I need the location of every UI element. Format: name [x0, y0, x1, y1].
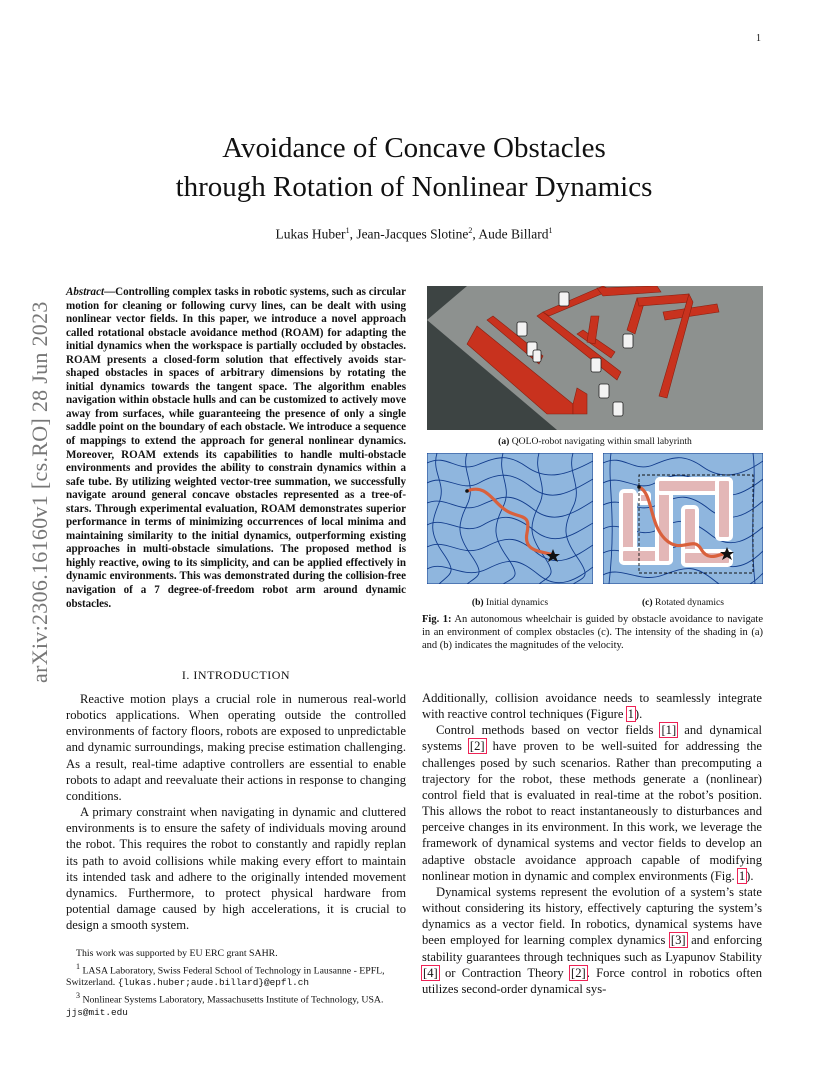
- citation-link[interactable]: [1]: [661, 723, 677, 738]
- abstract-label: Abstract: [66, 286, 105, 298]
- intro-column-left: [66, 691, 406, 933]
- abstract: [66, 286, 406, 611]
- author-name: Aude Billard: [478, 226, 549, 242]
- affiliation-mark: 1: [548, 226, 553, 235]
- subfigure-text: QOLO-robot navigating within small labyrinth: [509, 436, 692, 447]
- citation-link[interactable]: [2]: [469, 739, 485, 754]
- subfigure-a-caption: [422, 436, 768, 447]
- paragraph: [422, 884, 762, 997]
- text-run: ).: [634, 707, 643, 722]
- text-run: Control methods based on vector fields: [436, 723, 661, 738]
- paper-title-line-2: through Rotation of Nonlinear Dynamics: [175, 171, 653, 203]
- initial-dynamics-plot: [427, 453, 593, 584]
- subfigure-text: Rotated dynamics: [652, 597, 725, 608]
- subfigure-c-caption: [603, 597, 763, 608]
- rotated-dynamics-plot: [603, 453, 763, 584]
- figure-caption: [422, 613, 763, 653]
- text-run: Dynamical systems represent the evolution of a system’s state without considering its history, effectively capturing the system’s dynamics as a vector field. In robotics, dynamical systems have been employed for learning complex dynamics: [422, 884, 762, 948]
- text-run: or Contraction Theory: [438, 965, 571, 980]
- footnote-affiliation-3: [66, 990, 406, 1019]
- author-list: [0, 226, 828, 243]
- abstract-dash: —: [104, 286, 116, 298]
- author-name: Lukas Huber: [275, 226, 346, 242]
- affiliation-mark: 2: [468, 226, 473, 235]
- figure-reference-link[interactable]: 1: [738, 868, 746, 883]
- author-separator: ,: [472, 226, 479, 242]
- footnote-affiliation-1: [66, 961, 406, 990]
- citation-link[interactable]: [4]: [423, 965, 438, 980]
- figure-caption-text: An autonomous wheelchair is guided by obstacle avoidance to navigate in an environment of complex obstacles (c). The intensity of the shading in (a) and (b) indicates the magnitudes of the velocity.: [422, 614, 763, 652]
- citation-link[interactable]: [3]: [670, 933, 686, 948]
- affiliation-mark: 1: [345, 226, 350, 235]
- author-separator: ,: [349, 226, 357, 242]
- text-run: and enforcing stability guarantees through techniques such as Lyapunov Stability: [422, 933, 762, 964]
- paragraph: Reactive motion plays a crucial role in numerous real-world robotics applications. When operating outside the controlled environments of factory floors, robots are exposed to unpredictable and dynamic surroundings, making precise estimation challenging. As a result, real-time adaptive controllers are essential to enable robots to adapt and reevaluate their actions in response to changing conditions.: [66, 692, 406, 803]
- text-run: Additionally, collision avoidance needs to seamlessly integrate with reactive control techniques (Figure: [422, 691, 762, 722]
- figure-label: Fig. 1:: [422, 614, 452, 625]
- paper-title-line-1: Avoidance of Concave Obstacles: [222, 132, 606, 164]
- subfigure-b-caption: [427, 597, 593, 608]
- intro-column-right: [422, 690, 762, 997]
- text-run: . Force control in robotics often utilizes second-order dynamical sys-: [422, 965, 762, 996]
- text-run: and dynamical systems: [422, 723, 763, 754]
- paragraph: [422, 690, 762, 722]
- footnote-text: Nonlinear Systems Laboratory, Massachusetts Institute of Technology, USA.: [80, 994, 384, 1006]
- footnotes: [66, 948, 406, 1019]
- footnote-text: LASA Laboratory, Swiss Federal School of Technology in Lausanne - EPFL, Switzerland.: [66, 964, 385, 989]
- subfigure-label: (c): [641, 597, 653, 608]
- footnote-mark: 1: [76, 961, 80, 971]
- footnote-funding: This work was supported by EU ERC grant SAHR.: [76, 948, 278, 959]
- text-run: ).: [746, 868, 754, 883]
- subfigure-label: (a): [498, 436, 510, 447]
- citation-link[interactable]: [2]: [571, 965, 586, 980]
- subfigure-label: (b): [471, 597, 484, 608]
- paragraph: A primary constraint when navigating in dynamic and cluttered environments is to ensure the safety of individuals moving around the robot. This requires the robot to constantly and rapidly replan its path to avoid collisions while making every effort to maintain its intended task and adhere to the originally intended movement dynamics. Furthermore, to protect physical hardware from potential damage caused by high accelerations, it is crucial to design a smooth system.: [66, 805, 406, 933]
- paragraph: [422, 722, 762, 884]
- author-name: Jean-Jacques Slotine: [356, 226, 469, 242]
- footnote-email: jjs@mit.edu: [66, 1006, 128, 1018]
- section-heading: I. INTRODUCTION: [181, 668, 291, 682]
- subfigure-text: Initial dynamics: [483, 597, 549, 608]
- footnote-email: {lukas.huber;aude.billard}@epfl.ch: [117, 977, 309, 989]
- footnote-mark: 3: [76, 990, 80, 1000]
- abstract-text: Controlling complex tasks in robotic systems, such as circular motion for cleaning or following curvy lines, can be dealt with using nonlinear vector fields. In this paper, we introduce a novel approach called rotational obstacle avoidance method (ROAM) for adapting the initial dynamics when the workspace is partially occluded by obstacles. ROAM presents a closed-form solution that effectively avoids star-shaped obstacles in spaces of arbitrary dimensions by rotating the initial dynamics towards the tangent space. The algorithm enables navigation within obstacle hulls and can be customized to actively move away from surfaces, while guaranteeing the presence of only a single saddle point on the boundary of each obstacle. We introduce a sequence of mappings to extend the approach for general nonlinear dynamics. Moreover, ROAM extends its capabilities to handle multi-obstacle environments and provides the ability to constrain dynamics within a safe tube. By utilizing weighted vector-tree summation, we successfully navigate around general concave obstacles represented as a tree-of-stars. Through experimental evaluation, ROAM demonstrates superior performance in terms of minimizing occurrences of local minima and maintaining similarity to the initial dynamics, outperforming existing approaches in multi-obstacle simulations. The proposed method is highly reactive, owing to its simplicity, and can be applied effectively in dynamic environments. This was demonstrated during the collision-free navigation of a 7 degree-of-freedom robot arm around dynamic obstacles.: [66, 286, 406, 610]
- arxiv-stamp: arXiv:2306.16160v1 [cs.RO] 28 Jun 2023: [27, 301, 52, 683]
- labyrinth-photo: [427, 286, 763, 430]
- page-number: 1: [756, 33, 761, 44]
- text-run: have proven to be well-suited for addressing the challenges posed by such scenarios. Rather than precomputing a trajectory for the robot, these methods generate a (nonlinear) control field that is evaluated in real-time at the robot’s position. This allows the robot to react instantaneously to disturbances and perceive changes in its environment. In this work, we leverage the framework of dynamical systems and vector fields to develop an adaptive obstacle avoidance approach capable of modifying nonlinear motion in dynamic and complex environments (Fig.: [422, 739, 762, 883]
- figure-reference-link[interactable]: 1: [627, 707, 634, 722]
